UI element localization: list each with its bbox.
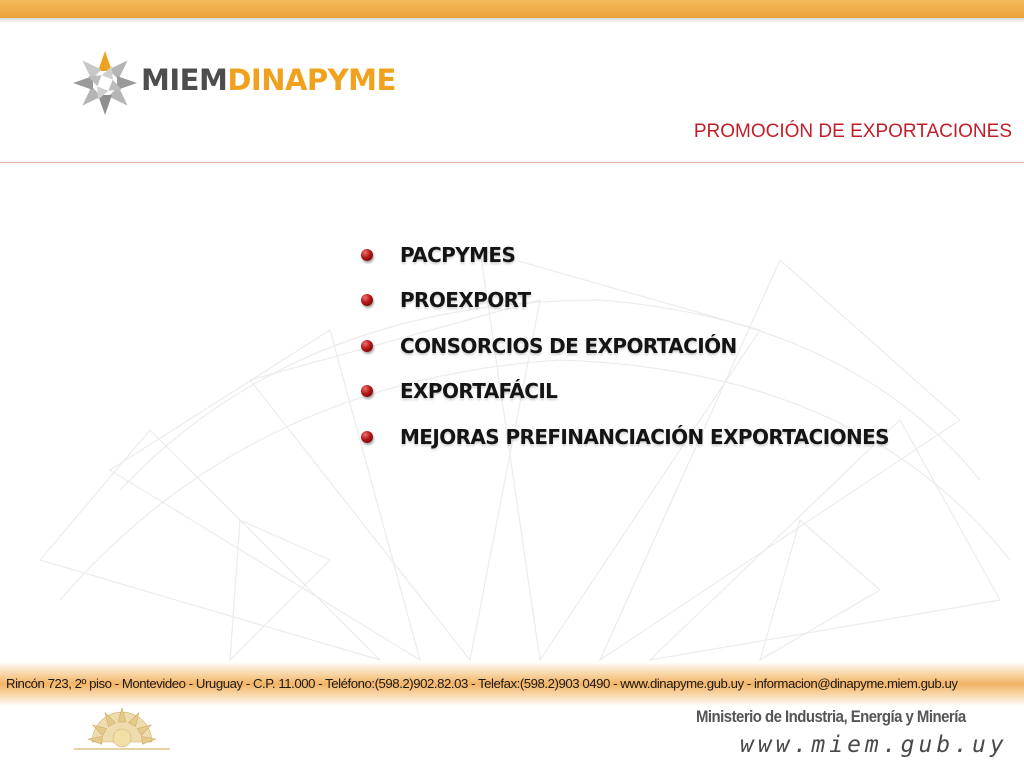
list-item-label: PROEXPORT (400, 288, 531, 313)
list-item (361, 369, 889, 415)
list-item-label: EXPORTAFÁCIL (400, 379, 558, 404)
list-item-label: MEJORAS PREFINANCIACIÓN EXPORTACIONES (400, 424, 889, 449)
list-item-label: CONSORCIOS DE EXPORTACIÓN (400, 333, 737, 358)
logo-wordmark (141, 63, 396, 97)
list-item (361, 278, 889, 324)
website-url: www.miem.gub.uy (740, 732, 1008, 758)
program-list (361, 232, 889, 460)
list-item (361, 323, 889, 369)
page-title: PROMOCIÓN DE EXPORTACIONES (693, 121, 1012, 142)
bullet-icon (361, 340, 373, 352)
bullet-icon (361, 385, 373, 397)
bullet-icon (361, 431, 373, 443)
sun-flower-icon (70, 48, 140, 118)
footer-address: Rincón 723, 2º piso - Montevideo - Uruguay - C.P. 11.000 - Teléfono:(598.2)902.82.03 - Telefax:(598.2)903 0490 - www.dinapyme.gub.uy - informacion@dinapyme.miem.gub.uy (6, 676, 958, 691)
logo-text-miem: MIEM (141, 63, 228, 97)
ministry-name: Ministerio de Industria, Energía y Minería (696, 707, 966, 726)
list-item (361, 414, 889, 460)
list-item (361, 232, 889, 278)
government-sun-logo (66, 702, 178, 756)
list-item-label: PACPYMES (400, 242, 516, 267)
bullet-icon (361, 294, 373, 306)
header-divider (0, 162, 1024, 163)
bullet-icon (361, 249, 373, 261)
logo-text-dinapyme: DINAPYME (227, 63, 396, 97)
